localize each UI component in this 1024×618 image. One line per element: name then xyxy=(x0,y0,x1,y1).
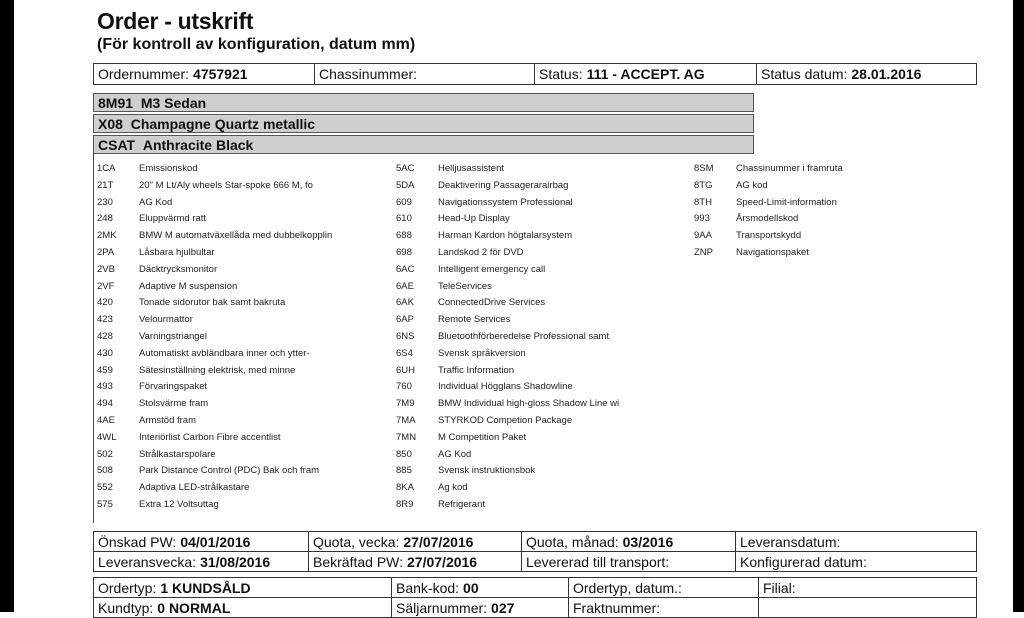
vehicle-color-code: X08 xyxy=(98,115,123,132)
dates-cell xyxy=(94,532,309,551)
option-description: AG Kod xyxy=(139,196,173,208)
dates-label: Bekräftad PW: xyxy=(313,553,404,570)
dates-cell xyxy=(309,532,522,551)
option-description: Svensk språkversion xyxy=(438,347,526,359)
option-description: Ag kod xyxy=(438,482,468,494)
option-code: 502 xyxy=(97,448,113,460)
chassis-number-label: Chassinummer: xyxy=(319,66,418,82)
dates-row xyxy=(94,532,976,552)
dates-label: Konfigurerad datum: xyxy=(740,553,867,570)
option-description: Intelligent emergency call xyxy=(438,263,546,275)
option-description: Stolsvärme fram xyxy=(139,398,209,410)
option-code: 2VB xyxy=(97,263,115,275)
option-description: Årsmodellskod xyxy=(736,213,799,225)
option-code: 6AE xyxy=(396,280,414,292)
option-item xyxy=(396,247,524,258)
option-code: 459 xyxy=(97,364,113,376)
option-code: 494 xyxy=(97,398,113,410)
option-item xyxy=(396,213,510,224)
dates-value: 31/08/2016 xyxy=(200,553,271,570)
order-info-table xyxy=(93,63,977,85)
option-item xyxy=(396,499,485,510)
option-code: 2VF xyxy=(97,280,115,292)
option-item xyxy=(396,482,468,493)
option-item xyxy=(396,180,568,191)
option-code: 8SM xyxy=(694,163,714,174)
vehicle-upholstery-text: Anthracite Black xyxy=(142,136,254,153)
option-description: Refrigerant xyxy=(438,499,485,510)
option-code: 698 xyxy=(396,247,412,258)
option-item xyxy=(396,314,510,325)
order-type-row xyxy=(94,578,976,598)
option-code: 7M9 xyxy=(396,398,415,410)
option-item xyxy=(396,449,471,460)
order-type-cell xyxy=(569,598,759,617)
option-description: Strålkastarspolare xyxy=(139,448,216,460)
option-code: 5AC xyxy=(396,163,415,174)
vehicle-upholstery-row xyxy=(93,135,754,154)
option-code: 610 xyxy=(396,213,412,225)
option-description: Remote Services xyxy=(438,314,511,326)
option-code: 8TG xyxy=(694,179,713,191)
status-date-value: 28.01.2016 xyxy=(851,66,922,82)
vehicle-model-text: M3 Sedan xyxy=(140,94,207,111)
option-item xyxy=(396,365,514,376)
option-description: Landskod 2 för DVD xyxy=(438,247,524,258)
option-item xyxy=(97,213,206,224)
option-code: 6AP xyxy=(396,314,414,326)
option-description: 20" M Lt/Aly wheels Star-spoke 666 M, fo xyxy=(139,179,313,191)
option-code: 575 xyxy=(97,499,113,510)
right-dark-border xyxy=(1013,0,1024,612)
option-description: Varningstriangel xyxy=(139,331,207,342)
option-code: 850 xyxy=(396,448,412,460)
option-code: 430 xyxy=(97,347,113,359)
vehicle-color-text: Champagne Quartz metallic xyxy=(130,115,316,132)
option-code: 508 xyxy=(97,465,113,477)
option-description: M Competition Paket xyxy=(438,431,527,443)
option-item xyxy=(694,163,843,174)
option-item xyxy=(396,163,504,174)
option-code: 2MK xyxy=(97,230,117,242)
status-label: Status: xyxy=(539,66,583,82)
dates-value: 27/07/2016 xyxy=(403,533,474,550)
option-item xyxy=(97,264,217,275)
option-code: 4AE xyxy=(97,415,115,426)
option-description: Velourmattor xyxy=(139,314,193,326)
order-number-label: Ordernummer: xyxy=(98,66,190,82)
option-item xyxy=(694,213,798,224)
option-description: Adaptive M suspension xyxy=(139,280,238,292)
dates-table xyxy=(93,531,977,572)
option-item xyxy=(97,499,219,510)
option-description: Extra 12 Voltsuttag xyxy=(139,499,219,510)
option-code: 423 xyxy=(97,314,113,326)
dates-value: 03/2016 xyxy=(622,533,674,550)
option-item xyxy=(396,297,545,308)
order-type-label: Fraktnummer: xyxy=(573,599,661,616)
page-subtitle: (För kontroll av konfiguration, datum mm) xyxy=(97,36,416,53)
option-item xyxy=(97,415,196,426)
option-item xyxy=(396,348,526,359)
option-item xyxy=(97,297,285,308)
option-item xyxy=(396,465,535,476)
status-date-label: Status datum: xyxy=(761,66,848,82)
option-code: 428 xyxy=(97,331,113,342)
vehicle-color-row xyxy=(93,114,754,133)
option-description: Park Distance Control (PDC) Bak och fram xyxy=(139,465,320,477)
option-description: AG Kod xyxy=(438,448,472,460)
option-code: 230 xyxy=(97,196,113,208)
order-type-cell xyxy=(759,598,976,617)
dates-row xyxy=(94,552,976,571)
option-description: Harman Kardon högtalarsystem xyxy=(438,230,573,242)
option-description: Traffic Information xyxy=(438,364,515,376)
order-type-value: 00 xyxy=(463,579,479,596)
option-description: Head-Up Display xyxy=(438,213,510,225)
order-type-label: Bank-kod: xyxy=(396,579,460,596)
option-description: Interiörlist Carbon Fibre accentlist xyxy=(139,431,281,443)
order-type-label: Ordertyp, datum.: xyxy=(573,579,682,596)
option-item xyxy=(97,482,249,493)
order-type-label: Säljarnummer: xyxy=(396,599,488,616)
option-item xyxy=(97,465,319,476)
option-code: 493 xyxy=(97,381,113,393)
order-type-value: 027 xyxy=(491,599,515,616)
option-code: 420 xyxy=(97,297,113,309)
order-type-cell xyxy=(94,578,392,597)
option-item xyxy=(396,381,573,392)
option-description: Navigationssystem Professional xyxy=(438,196,573,208)
option-item xyxy=(97,398,208,409)
option-code: 760 xyxy=(396,381,412,393)
option-item xyxy=(396,398,619,409)
left-dark-border xyxy=(0,0,14,612)
order-type-value: 0 NORMAL xyxy=(157,599,231,616)
option-code: 6S4 xyxy=(396,347,413,359)
option-item xyxy=(97,365,295,376)
option-code: 9AA xyxy=(694,230,712,242)
option-description: Däcktrycksmonitor xyxy=(139,263,218,275)
dates-cell xyxy=(736,552,976,571)
option-code: 552 xyxy=(97,482,113,494)
option-description: Speed-Limit-information xyxy=(736,196,837,208)
option-description: Armstöd fram xyxy=(139,415,197,426)
option-description: BMW Individual high-gloss Shadow Line wi xyxy=(438,398,620,410)
option-description: Eluppvärmd ratt xyxy=(139,213,207,225)
dates-cell xyxy=(94,552,309,571)
option-item xyxy=(97,281,237,292)
option-item xyxy=(97,180,313,191)
option-code: 248 xyxy=(97,213,113,225)
option-description: Transportskydd xyxy=(736,230,802,242)
option-description: Emissionskod xyxy=(139,163,198,174)
option-description: Tonade sidorutor bak samt bakruta xyxy=(139,297,286,309)
order-number-cell xyxy=(94,64,315,84)
order-number-value: 4757921 xyxy=(193,66,248,82)
dates-label: Leveransdatum: xyxy=(740,533,841,550)
dates-label: Quota, vecka: xyxy=(313,533,400,550)
page-title: Order - utskrift xyxy=(97,8,254,34)
option-code: 5DA xyxy=(396,179,415,191)
option-item xyxy=(97,163,198,174)
dates-value: 27/07/2016 xyxy=(407,553,478,570)
option-code: 21T xyxy=(97,179,114,191)
option-code: 6AK xyxy=(396,297,414,309)
option-description: Navigationspaket xyxy=(736,247,809,258)
option-description: Förvaringspaket xyxy=(139,381,208,393)
option-description: Bluetoothförberedelse Professional samt xyxy=(438,331,610,342)
option-description: Chassinummer i framruta xyxy=(736,163,843,174)
vehicle-model-row xyxy=(93,93,754,112)
option-item xyxy=(97,432,281,443)
order-type-label: Kundtyp: xyxy=(98,599,154,616)
vehicle-upholstery-code: CSAT xyxy=(98,136,136,153)
option-description: STYRKOD Competion Package xyxy=(438,415,573,426)
status-date-cell xyxy=(757,64,976,84)
option-code: 4WL xyxy=(97,431,117,443)
dates-label: Quota, månad: xyxy=(526,533,619,550)
option-item xyxy=(97,331,207,342)
option-item xyxy=(396,230,572,241)
option-code: 609 xyxy=(396,196,412,208)
dates-cell xyxy=(736,532,976,551)
order-type-cell xyxy=(392,578,569,597)
option-item xyxy=(694,180,768,191)
options-left-rule xyxy=(93,153,94,523)
option-code: 6UH xyxy=(396,364,416,376)
order-type-row xyxy=(94,598,976,617)
option-item xyxy=(97,381,207,392)
status-cell xyxy=(535,64,757,84)
option-description: Deaktivering Passagerarairbag xyxy=(438,179,569,191)
option-item xyxy=(97,449,216,460)
option-item xyxy=(97,197,172,208)
option-item xyxy=(396,415,572,426)
option-code: 6NS xyxy=(396,331,415,342)
option-code: 7MA xyxy=(396,415,416,426)
option-code: 993 xyxy=(694,213,710,225)
option-code: ZNP xyxy=(694,247,713,258)
option-description: Sätesinställning elektrisk, med minne xyxy=(139,364,296,376)
option-code: 7MN xyxy=(396,431,417,443)
order-type-value: 1 KUNDSÅLD xyxy=(160,579,251,596)
order-type-cell xyxy=(94,598,392,617)
option-item xyxy=(694,197,837,208)
option-code: 8TH xyxy=(694,196,712,208)
option-item xyxy=(97,230,332,241)
option-description: TeleServices xyxy=(438,280,492,292)
dates-cell xyxy=(309,552,522,571)
option-code: 2PA xyxy=(97,247,115,258)
option-item xyxy=(396,281,492,292)
option-item xyxy=(97,348,310,359)
option-code: 6AC xyxy=(396,263,415,275)
option-item xyxy=(396,432,526,443)
option-description: BMW M automatväxellåda med dubbelkopplin xyxy=(139,230,333,242)
option-description: ConnectedDrive Services xyxy=(438,297,546,309)
option-item xyxy=(396,331,609,342)
option-item xyxy=(396,264,545,275)
option-item xyxy=(694,230,801,241)
option-description: Adaptiva LED-strålkastare xyxy=(139,482,250,494)
option-description: Helljusassistent xyxy=(438,163,504,174)
option-code: 8R9 xyxy=(396,499,414,510)
vehicle-model-code: 8M91 xyxy=(98,94,134,111)
option-code: 1CA xyxy=(97,163,116,174)
order-type-cell xyxy=(759,578,976,597)
option-description: Låsbara hjulbultar xyxy=(139,247,215,258)
option-description: Svensk instruktionsbok xyxy=(438,465,536,477)
option-description: AG kod xyxy=(736,179,768,191)
option-description: Automatiskt avbländbara inner och ytter- xyxy=(139,347,310,359)
option-code: 8KA xyxy=(396,482,414,494)
order-type-label: Ordertyp: xyxy=(98,579,157,596)
option-code: 885 xyxy=(396,465,412,477)
status-value: 111 - ACCEPT. AG xyxy=(586,66,705,82)
dates-label: Levererad till transport: xyxy=(526,553,670,570)
option-item xyxy=(396,197,573,208)
dates-cell xyxy=(522,532,736,551)
option-description: Individual Högglans Shadowline xyxy=(438,381,573,393)
order-type-cell xyxy=(392,598,569,617)
order-type-cell xyxy=(569,578,759,597)
option-code: 688 xyxy=(396,230,412,242)
option-item xyxy=(97,314,193,325)
dates-label: Leveransvecka: xyxy=(98,553,197,570)
dates-value: 04/01/2016 xyxy=(180,533,251,550)
option-item xyxy=(694,247,809,258)
option-item xyxy=(97,247,215,258)
order-type-label: Filial: xyxy=(763,579,796,596)
chassis-number-cell xyxy=(315,64,535,84)
dates-label: Önskad PW: xyxy=(98,533,177,550)
dates-cell xyxy=(522,552,736,571)
